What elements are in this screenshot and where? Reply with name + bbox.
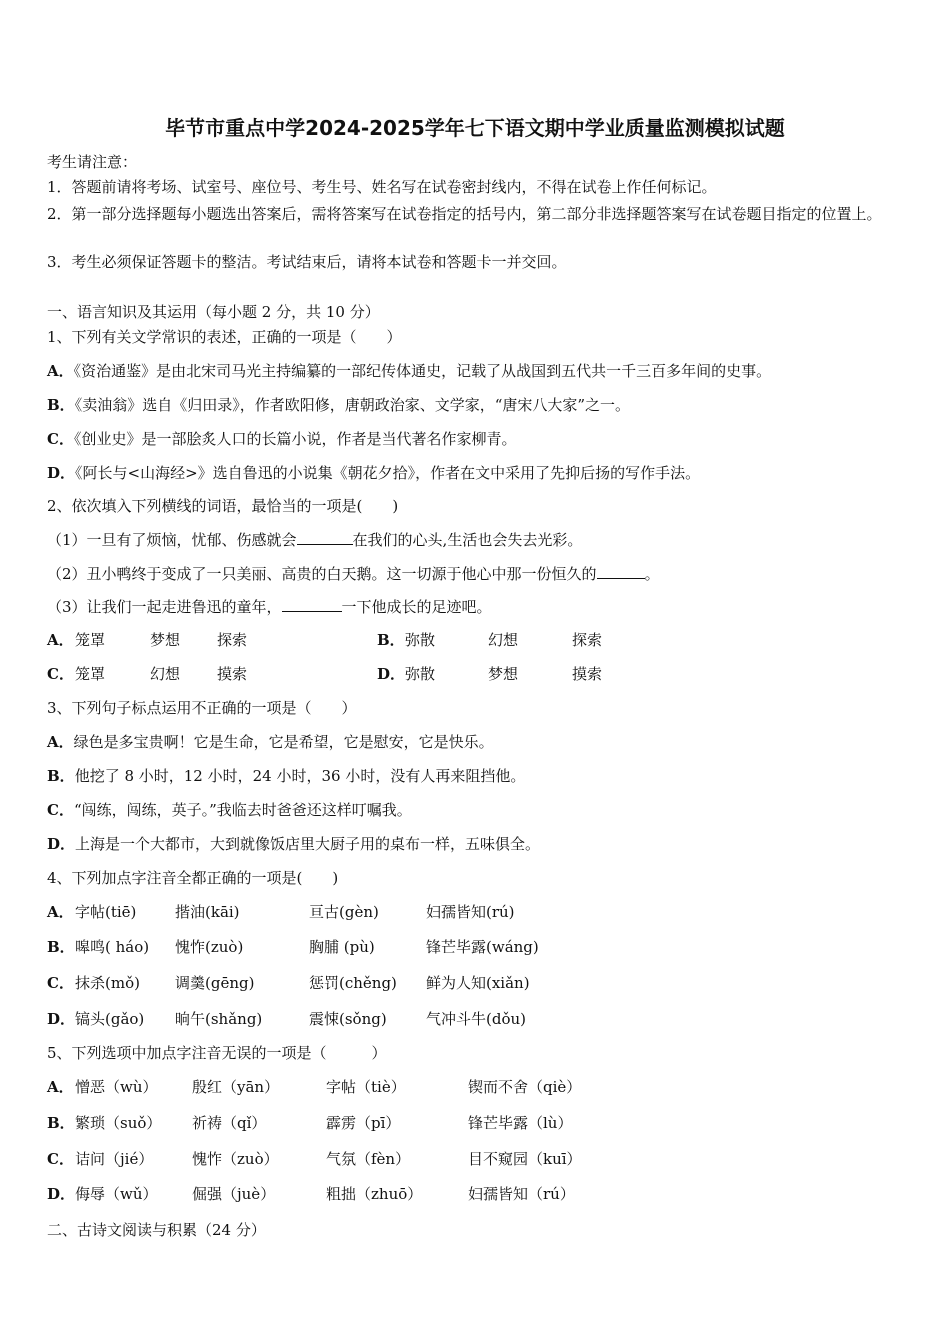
q4-option-c: C． 抹杀(mǒ) 调羹(gēng) 惩罚(chěng) 鲜为人知(xiǎn) [47, 974, 530, 992]
q2-options-row-1: A． 笼罩 梦想 探索 B． 弥散 幻想 探索 [47, 631, 603, 649]
fill-blank-2 [597, 564, 645, 579]
q4-option-a: A． 字帖(tiē) 揩油(kāi) 亘古(gèn) 妇孺皆知(rú) [47, 903, 515, 921]
q3-option-c: C．“闯练，闯练，英子。”我临去时爸爸还这样叮嘱我。 [47, 801, 412, 819]
notice-heading: 考生请注意： [47, 153, 138, 171]
fill-blank-1 [297, 530, 353, 545]
section-2-heading: 二、古诗文阅读与积累（24 分） [47, 1221, 266, 1239]
q5-option-d: D． 侮辱（wǔ） 倔强（juè） 粗拙（zhuō） 妇孺皆知（rú） [47, 1185, 575, 1203]
q1-option-a: A．《资治通鉴》是由北宋司马光主持编纂的一部纪传体通史，记载了从战国到五代共一千三百多年间的史事。 [47, 362, 772, 380]
notice-item-1: 1．答题前请将考场、试室号、座位号、考生号、姓名写在试卷密封线内，不得在试卷上作任何标记。 [47, 178, 717, 196]
q2-options-row-2: C． 笼罩 幻想 摸索 D． 弥散 梦想 摸索 [47, 665, 603, 683]
notice-item-2: 2．第一部分选择题每小题选出答案后，需将答案写在试卷指定的括号内，第二部分非选择题答案写在试卷题目指定的位置上。 [47, 205, 882, 223]
q3-stem: 3、下列句子标点运用不正确的一项是（ ） [47, 699, 357, 717]
q2-sentence-1: （1）一旦有了烦恼，忧郁、伤感就会 在我们的心头,生活也会失去光彩。 [47, 531, 583, 549]
q5-option-a: A． 憎恶（wù） 殷红（yān） 字帖（tiè） 锲而不舍（qiè） [47, 1078, 582, 1096]
q2-sentence-2: （2）丑小鸭终于变成了一只美丽、高贵的白天鹅。这一切源于他心中那一份恒久的 。 [47, 565, 660, 583]
q3-option-d: D．上海是一个大都市，大到就像饭店里大厨子用的桌布一样，五味俱全。 [47, 835, 541, 853]
q4-option-b: B． 嗥鸣( háo) 愧怍(zuò) 胸脯 (pù) 锋芒毕露(wáng) [47, 938, 539, 956]
q2-stem: 2、依次填入下列横线的词语，最恰当的一项是( ) [47, 497, 399, 515]
q4-stem: 4、下列加点字注音全都正确的一项是( ) [47, 869, 339, 887]
q3-option-b: B．他挖了 8 小时，12 小时，24 小时，36 小时，没有人再来阻挡他。 [47, 767, 526, 785]
notice-item-3: 3．考生必须保证答题卡的整洁。考试结束后，请将本试卷和答题卡一并交回。 [47, 253, 567, 271]
q1-option-b: B．《卖油翁》选自《归田录》，作者欧阳修，唐朝政治家、文学家，“唐宋八大家”之一。 [47, 396, 631, 414]
q1-option-c: C．《创业史》是一部脍炙人口的长篇小说，作者是当代著名作家柳青。 [47, 430, 517, 448]
q4-option-d: D． 镐头(gǎo) 晌午(shǎng) 震悚(sǒng) 气冲斗牛(dǒu) [47, 1010, 526, 1028]
fill-blank-3 [282, 597, 342, 612]
section-1-heading: 一、语言知识及其运用（每小题 2 分，共 10 分） [47, 303, 380, 321]
q1-stem: 1、下列有关文学常识的表述，正确的一项是（ ） [47, 328, 402, 346]
q5-option-c: C． 诘问（jié） 愧怍（zuò） 气氛（fèn） 目不窥园（kuī） [47, 1150, 582, 1168]
q5-option-b: B． 繁琐（suǒ） 祈祷（qǐ） 霹雳（pī） 锋芒毕露（lù） [47, 1114, 573, 1132]
q1-option-d: D．《阿长与<山海经>》选自鲁迅的小说集《朝花夕拾》，作者在文中采用了先抑后扬的写作手法。 [47, 464, 701, 482]
q3-option-a: A．绿色是多宝贵啊！它是生命，它是希望，它是慰安，它是快乐。 [47, 733, 494, 751]
q2-sentence-3: （3）让我们一起走进鲁迅的童年， 一下他成长的足迹吧。 [47, 598, 492, 616]
q5-stem: 5、下列选项中加点字注音无误的一项是（ ） [47, 1044, 387, 1062]
page-title: 毕节市重点中学2024-2025学年七下语文期中学业质量监测模拟试题 [165, 116, 785, 140]
